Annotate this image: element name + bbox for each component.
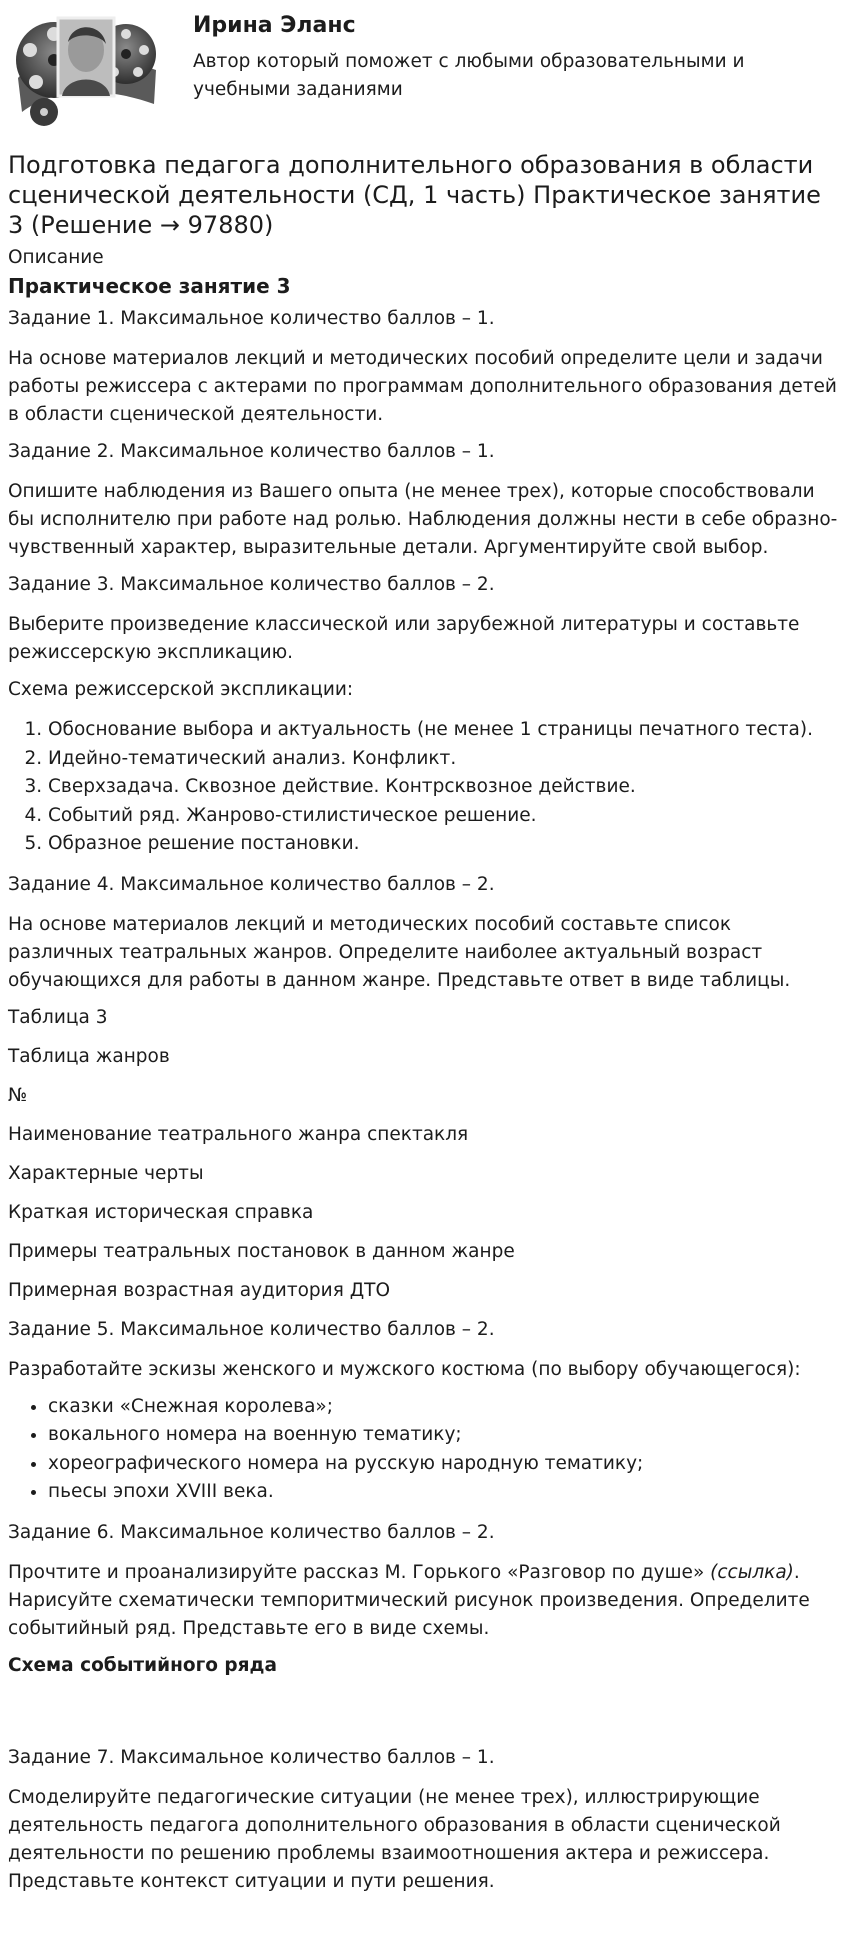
list-item: 3. Сверхзадача. Сквозное действие. Контрсквозное действие. — [48, 773, 841, 802]
scheme-placeholder — [8, 1689, 841, 1739]
task-2-header: Задание 2. Максимальное количество баллов – 1. — [8, 441, 495, 462]
task-2-text: Опишите наблюдения из Вашего опыта (не менее трех), которые способствовали бы исполнителю при работе над ролью. Наблюдения должны нести в себе образно-чувственный характер, выразительные детали. Аргументируйте свой выбор. — [8, 481, 838, 558]
author-card — [8, 0, 841, 128]
task-3-scheme-label: Схема режиссерской экспликации: — [8, 679, 354, 700]
task-6-text-after: . Нарисуйте схематически темпоритмический рисунок произведения. Определите событийный ряд. Представьте его в виде схемы. — [8, 1561, 810, 1639]
list-item: • пьесы эпохи XVIII века. — [48, 1478, 841, 1507]
table-number: Таблица 3 — [8, 1006, 108, 1028]
list-item: • сказки «Снежная королева»; — [48, 1393, 841, 1422]
task-6-text-before: Прочтите и проанализируйте рассказ М. Горького «Разговор по душе» — [8, 1561, 711, 1583]
task-3-text: Выберите произведение классической или зарубежной литературы и составьте режиссерскую экспликацию. — [8, 614, 800, 663]
section-subtitle: Практическое занятие 3 — [8, 274, 291, 298]
event-scheme-label: Схема событийного ряда — [8, 1654, 277, 1676]
table-title: Таблица жанров — [8, 1045, 170, 1067]
task-3-header: Задание 3. Максимальное количество баллов – 2. — [8, 574, 495, 595]
task-6-header: Задание 6. Максимальное количество баллов – 2. — [8, 1521, 495, 1543]
list-item: 5. Образное решение постановки. — [48, 830, 841, 859]
list-item: 4. Событий ряд. Жанрово-стилистическое решение. — [48, 802, 841, 831]
costume-list — [8, 1393, 841, 1507]
list-item: 1. Обоснование выбора и актуальность (не менее 1 страницы печатного теста). — [48, 716, 841, 745]
table-column-examples: Примеры театральных постановок в данном жанре — [8, 1240, 515, 1262]
table-column-features: Характерные черты — [8, 1162, 204, 1184]
list-item: • вокального номера на военную тематику; — [48, 1421, 841, 1450]
story-link[interactable]: (ссылка) — [710, 1561, 794, 1583]
list-item: • хореографического номера на русскую народную тематику; — [48, 1450, 841, 1479]
author-name[interactable]: Ирина Эланс — [193, 13, 356, 38]
table-column-audience: Примерная возрастная аудитория ДТО — [8, 1279, 391, 1301]
task-7-text: Смоделируйте педагогические ситуации (не менее трех), иллюстрирующие деятельность педагога дополнительного образования в области сценической деятельности по решению проблемы взаимоотношения актера и режиссера. Представьте контекст ситуации и пути решения. — [8, 1786, 781, 1892]
table-column-genre: Наименование театрального жанра спектакля — [8, 1123, 469, 1145]
table-column-history: Краткая историческая справка — [8, 1201, 314, 1223]
task-5-header: Задание 5. Максимальное количество баллов – 2. — [8, 1318, 495, 1340]
task-5-text: Разработайте эскизы женского и мужского костюма (по выбору обучающегося): — [8, 1358, 801, 1380]
explication-list — [8, 716, 841, 859]
document-title: Подготовка педагога дополнительного образования в области сценической деятельности (СД, 1 часть) Практическое занятие 3 (Решение → 97880) — [8, 151, 821, 239]
task-7-header: Задание 7. Максимальное количество баллов – 1. — [8, 1746, 495, 1768]
task-6-text — [8, 1559, 841, 1643]
task-4-header: Задание 4. Максимальное количество баллов – 2. — [8, 873, 495, 895]
description-label: Описание — [8, 247, 104, 268]
task-1-text: На основе материалов лекций и методических пособий определите цели и задачи работы режиссера с актерами по программам дополнительного образования детей в области сценической деятельности. — [8, 348, 837, 425]
task-4-text: На основе материалов лекций и методических пособий составьте список различных театральных жанров. Определите наиболее актуальный возраст обучающихся для работы в данном жанре. Представьте ответ в виде таблицы. — [8, 913, 791, 991]
author-avatar[interactable] — [14, 8, 160, 128]
task-1-header: Задание 1. Максимальное количество баллов – 1. — [8, 308, 495, 329]
author-description: Автор который поможет с любыми образовательными и учебными заданиями — [193, 51, 745, 100]
list-item: 2. Идейно-тематический анализ. Конфликт. — [48, 745, 841, 774]
table-column-number: № — [8, 1084, 28, 1106]
